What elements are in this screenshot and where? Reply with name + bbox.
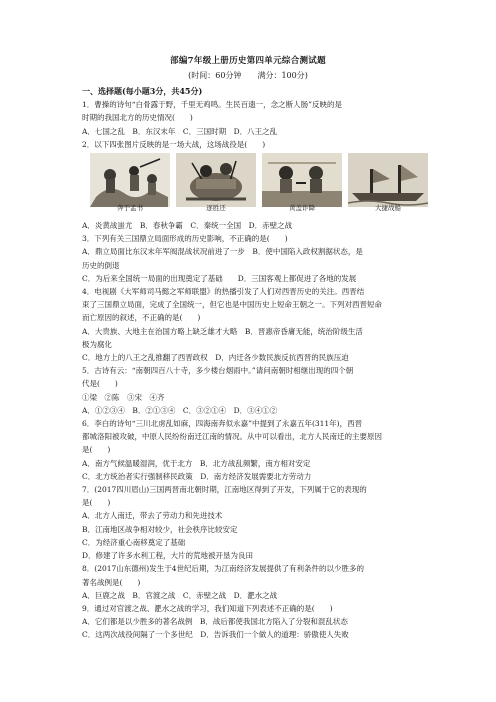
question-options: A．巨鹿之战 B．官渡之战 C．赤壁之战 D．淝水之战 [82, 590, 278, 600]
page-title: 部编7年级上册历史第四单元综合测试题 [170, 56, 326, 66]
question-8 [82, 562, 434, 602]
exam-content [82, 85, 434, 642]
question-option: C．为经济重心南移奠定了基础 [82, 537, 186, 547]
section-heading: 一、选择题(每小题3分，共45分) [82, 86, 203, 96]
question-text: 8．(2017山东德州)发生于4世纪后期，为江南经济发展提供了有利条件的以少胜多的 [82, 564, 364, 574]
question-text: 代是( ) [82, 379, 118, 389]
question-option: C．地方上的八王之乱推翻了西晋政权 D．内迁各少数民族反抗西晋的民族压迫 [82, 353, 349, 363]
question-text: 9．通过对官渡之战、淝水之战的学习，我们知道下列表述不正确的是( ) [82, 603, 333, 613]
question-7 [82, 483, 434, 562]
question-option: D．修建了许多水利工程，大片的荒地被开垦为良田 [82, 551, 254, 561]
question-4 [82, 285, 434, 364]
battle-scene-1-icon [90, 153, 170, 207]
battle-scene-2-icon [176, 153, 256, 207]
question-option: 极为腐化 [82, 339, 112, 349]
battle-image-2 [176, 153, 256, 212]
question-text: 而亡原因的叙述，不正确的是( ) [82, 313, 201, 323]
question-options: A．①②③④ B．②①③④ C．③②①④ D．③④①② [82, 405, 278, 415]
question-option: C．北方统治者实行强制移民政策 D．南方经济发展需要北方劳动力 [82, 471, 312, 481]
question-text: 时期的我国北方的历史情况( ) [82, 113, 193, 123]
question-options: A．炎黄战蚩尤 B．春秋争霸 C．秦统一全国 D．赤壁之战 [82, 221, 293, 231]
question-text: 4．电视剧《大军师司马懿之军师联盟》的热播引发了人们对西晋历史的关注。西晋结 [82, 287, 365, 297]
question-option: A．南方气候温暖湿润，优于北方 B．北方战乱频繁，南方相对安定 [82, 458, 311, 468]
question-text: 2．以下四张图片反映的是一场大战，这场战役是( ) [82, 139, 266, 149]
battle-scene-3-icon [262, 153, 342, 207]
battle-image-4 [348, 153, 428, 212]
battle-image-3 [262, 153, 342, 212]
question-option: A．它们都是以少胜多的著名战例 B．战后都使我国北方陷入了分裂和混乱状态 [82, 617, 348, 627]
question-text: 束了三国鼎立局面，完成了全国统一，但它也是中国历史上短命王朝之一。下列对西晋短命 [82, 300, 382, 310]
question-options: A．七国之乱 B．东汉末年 C．三国时期 D．八王之乱 [82, 126, 278, 136]
question-5 [82, 364, 434, 417]
question-option: B．江南地区战争相对较少，社会秩序比较安定 [82, 524, 238, 534]
question-text: 5．古诗有云：“南朝四百八十寺，多少楼台烟雨中。”请问南朝时相继出现的四个朝 [82, 366, 354, 376]
question-option: A．北方人南迁，带去了劳动力和先进技术 [82, 511, 223, 521]
question-text: 1．曹操的诗句“白骨露于野，千里无鸡鸣。生民百遗一，念之断人肠”反映的是 [82, 100, 342, 110]
image-caption: 黄盖诈降 [289, 203, 315, 212]
image-caption: 逐胜还 [206, 203, 226, 212]
question-2 [82, 138, 434, 232]
image-caption: 奔于孟书 [117, 203, 143, 212]
question-text: 都城洛阳被攻破，中原人民纷纷南迁江南的情况。从中可以看出，北方人民南迁的主要原因 [82, 432, 382, 442]
question-option: C．为后来全国统一局面的出现奠定了基础 D．三国客观上都促进了各地的发展 [82, 273, 357, 283]
question-text: 3．下列有关三国鼎立局面形成的历史影响，不正确的是( ) [82, 234, 288, 244]
question-text: 是( ) [82, 445, 111, 455]
question-6 [82, 417, 434, 483]
exam-meta: (时间：60分钟 满分：100分) [188, 71, 308, 80]
question-option: 历史的倒退 [82, 260, 120, 270]
image-caption: 大捷战船 [375, 203, 401, 212]
question-text: 6．李白的诗句“三川北虏乱如麻，四海南奔似永嘉”中提到了永嘉五年(311年)，西晋 [82, 419, 363, 429]
question-option: A．大贵族、大地主在治国方略上缺乏雄才大略 B．晋惠帝昏庸无能，统治阶级生活 [82, 326, 363, 336]
question-9 [82, 602, 434, 642]
question-text: 著名战例是( ) [82, 577, 141, 587]
question-text: 7．(2017四川眉山)三国两晋南北朝时期，江南地区得到了开发，下列属于它的表现的 [82, 485, 367, 495]
battle-scene-4-icon [348, 153, 428, 207]
battle-image-1 [90, 153, 170, 212]
question-3 [82, 232, 434, 285]
question-option: A．鼎立局面比东汉末年军阀混战状况前进了一步 B．使中国陷入政权割据状态，是 [82, 247, 363, 257]
question-1 [82, 98, 434, 138]
question-text: 是( ) [82, 498, 111, 508]
battle-images [82, 153, 434, 215]
question-items: ①梁 ②陈 ③宋 ④齐 [82, 392, 165, 402]
question-option: C．这两次战役间隔了一个多世纪 D．告诉我们一个做人的道理：骄傲使人失败 [82, 630, 349, 640]
